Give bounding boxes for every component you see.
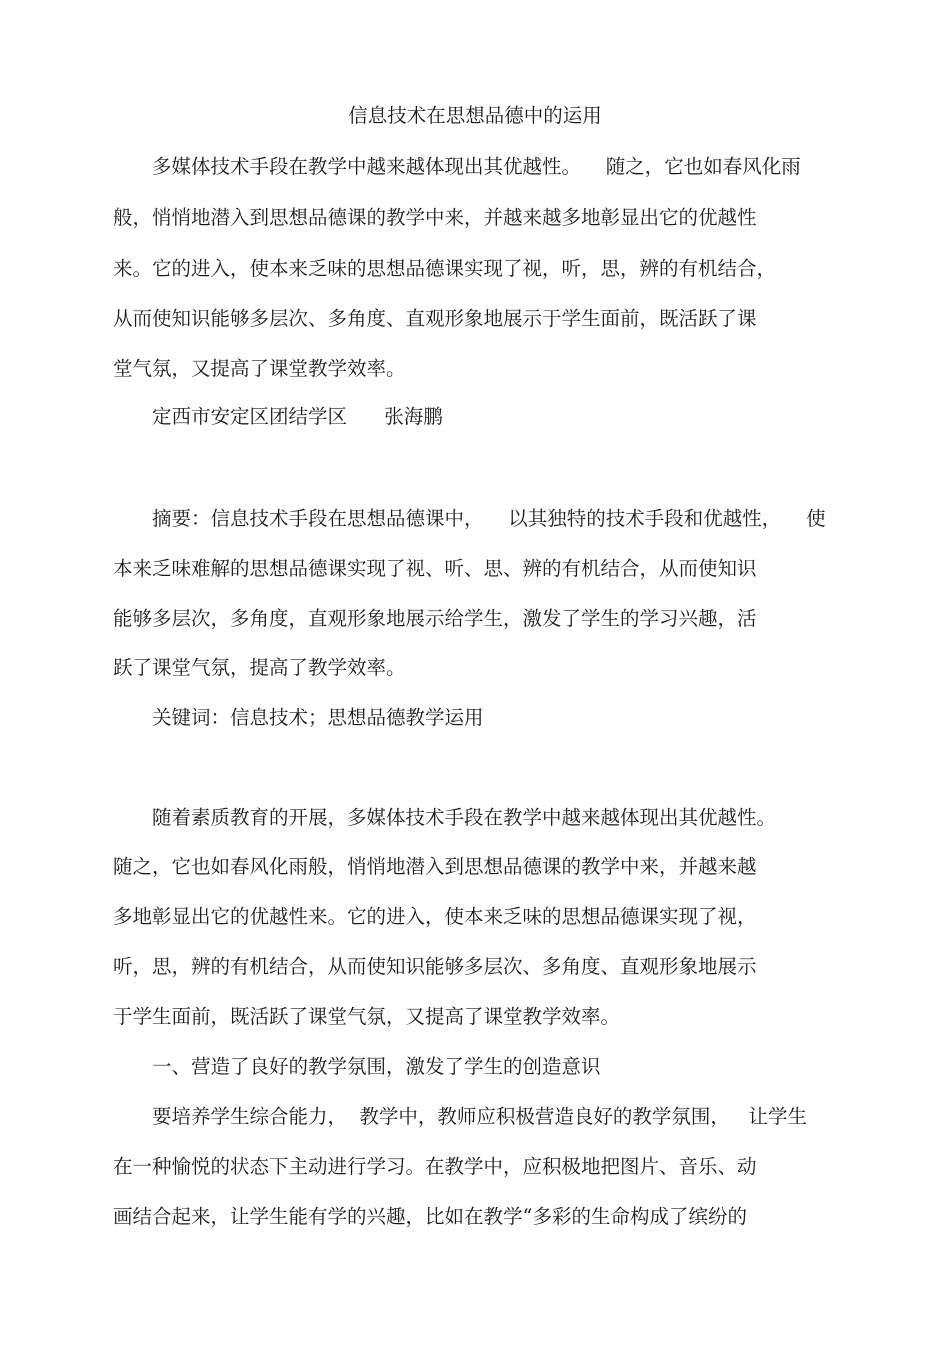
body-line-3: 多地彰显出它的优越性来。它的进入，使本来乏味的思想品德课实现了视，	[113, 905, 757, 928]
abstract-line-4: 跃了课堂气氛，提高了教学效率。	[113, 656, 406, 679]
intro-line-2: 般，悄悄地潜入到思想品德课的教学中来，并越来越多地彰显出它的优越性	[113, 206, 757, 229]
intro-line-3: 来。它的进入，使本来乏味的思想品德课实现了视，听，思，辨的有机结合，	[113, 257, 777, 280]
abstract-line-1: 摘要：信息技术手段在思想品德课中， 以其独特的技术手段和优越性， 使	[152, 507, 826, 530]
section-line-2: 在一种愉悦的状态下主动进行学习。在教学中，应积极地把图片、音乐、动	[113, 1155, 757, 1178]
intro-line-1: 多媒体技术手段在教学中越来越体现出其优越性。 随之，它也如春风化雨	[152, 155, 801, 178]
section-heading: 一、营造了良好的教学氛围，激发了学生的创造意识	[152, 1055, 601, 1078]
author-line: 定西市安定区团结学区 张海鹏	[152, 405, 443, 428]
intro-line-5: 堂气氛，又提高了课堂教学效率。	[113, 357, 406, 380]
intro-line-4: 从而使知识能够多层次、多角度、直观形象地展示于学生面前，既活跃了课	[113, 307, 757, 330]
document-title: 信息技术在思想品德中的运用	[348, 104, 602, 127]
keywords-line: 关键词：信息技术；思想品德教学运用	[152, 706, 484, 729]
body-line-4: 听，思，辨的有机结合，从而使知识能够多层次、多角度、直观形象地展示	[113, 955, 757, 978]
body-line-5: 于学生面前，既活跃了课堂气氛，又提高了课堂教学效率。	[113, 1005, 621, 1028]
section-line-1: 要培养学生综合能力， 教学中，教师应积极营造良好的教学氛围， 让学生	[152, 1105, 807, 1128]
body-line-1: 随着素质教育的开展，多媒体技术手段在教学中越来越体现出其优越性。	[152, 806, 777, 829]
section-line-3: 画结合起来，让学生能有学的兴趣，比如在教学“多彩的生命构成了缤纷的	[113, 1205, 747, 1228]
abstract-line-3: 能够多层次，多角度，直观形象地展示给学生，激发了学生的学习兴趣，活	[113, 607, 757, 630]
body-line-2: 随之，它也如春风化雨般，悄悄地潜入到思想品德课的教学中来，并越来越	[113, 855, 757, 878]
abstract-line-2: 本来乏味难解的思想品德课实现了视、听、思、辨的有机结合，从而使知识	[113, 557, 757, 580]
